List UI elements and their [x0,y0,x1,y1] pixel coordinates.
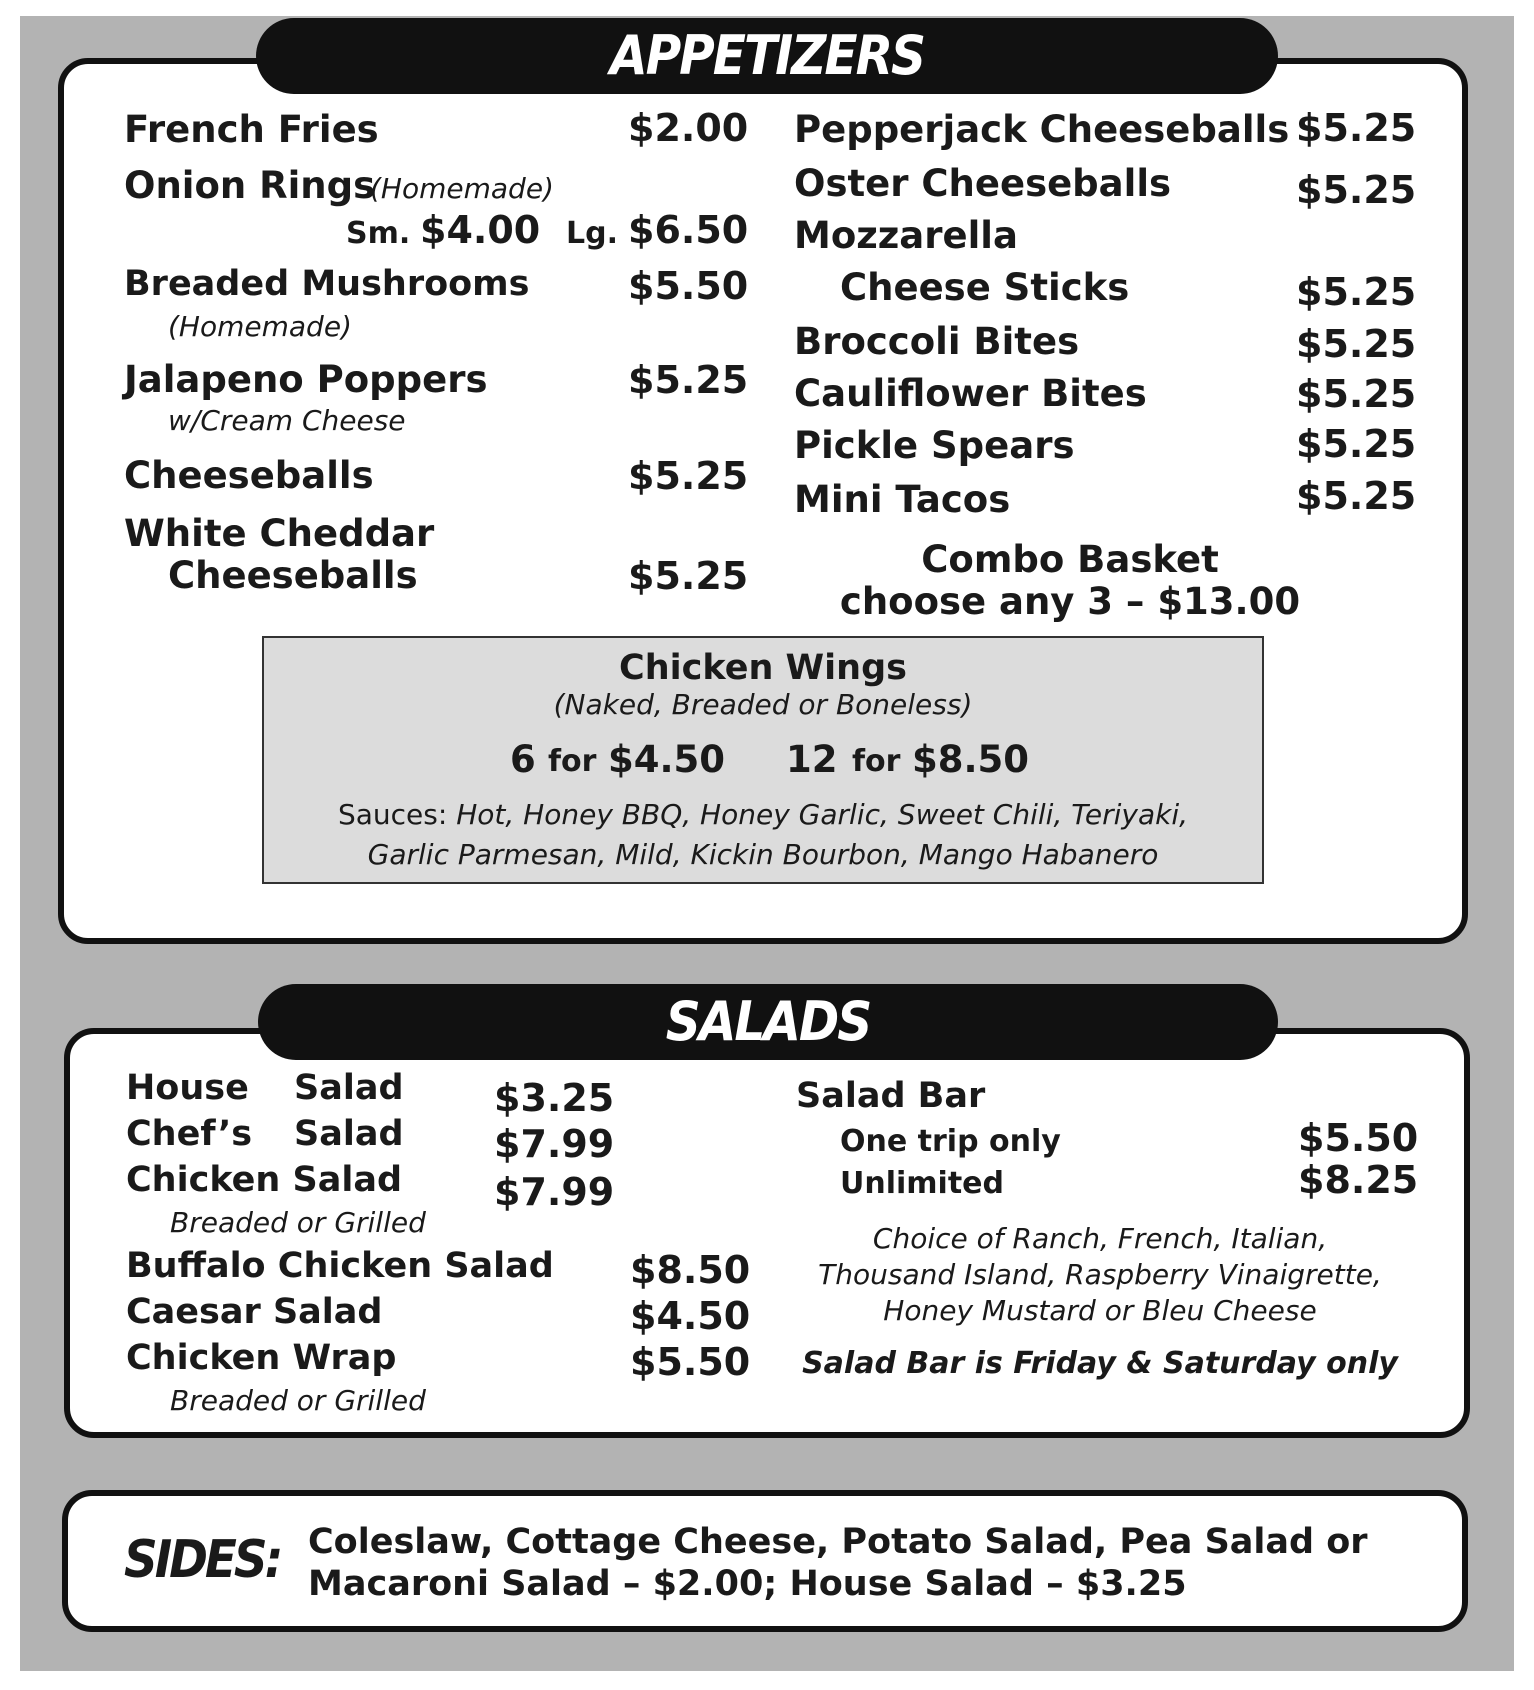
appetizers-title: APPETIZERS [609,24,925,87]
wings-six-price: $4.50 [608,738,726,781]
chicken-wrap-note: Breaded or Grilled [170,1384,426,1417]
house-salad-name-b: Salad [294,1068,404,1108]
salad-bar-dressing-3: Honey Mustard or Bleu Cheese [883,1294,1317,1327]
salad-bar-dressing-1: Choice of Ranch, French, Italian, [872,1222,1328,1255]
salads-banner [258,984,1278,1060]
salad-bar-unlimited: Unlimited [840,1166,1004,1201]
mozzarella-name-1: Mozzarella [794,214,1018,257]
chefs-salad-name-a: Chef’s [126,1114,253,1154]
wings-six-for: for [548,744,597,779]
salads-title: SALADS [665,990,871,1053]
combo-basket-title: Combo Basket [921,538,1219,581]
mozzarella-price: $5.25 [1296,270,1417,314]
salad-bar-dressing-2: Thousand Island, Raspberry Vinaigrette, [818,1258,1382,1291]
sides-line2: Macaroni Salad – $2.00; House Salad – $3.25 [308,1564,1187,1604]
chefs-salad-name-b: Salad [294,1114,404,1154]
wings-sauces-line2: Garlic Parmesan, Mild, Kickin Bourbon, Mango Habanero [367,838,1159,871]
pepperjack-price: $5.25 [1296,106,1417,150]
french-fries-price: $2.00 [628,106,749,150]
cheeseballs-price: $5.25 [628,454,749,498]
broccoli-price: $5.25 [1296,322,1417,366]
caesar-salad-price: $4.50 [630,1294,751,1338]
combo-basket-detail: choose any 3 – $13.00 [839,580,1301,623]
wings-six-qty: 6 [510,738,536,781]
pepperjack-name: Pepperjack Cheeseballs [794,108,1290,151]
chicken-salad-price: $7.99 [494,1170,615,1214]
jalapeno-note: w/Cream Cheese [168,404,406,437]
house-salad-name-a: House [126,1068,249,1108]
mozzarella-name-2: Cheese Sticks [840,266,1130,309]
french-fries-name: French Fries [124,108,379,151]
wings-twelve-for: for [852,744,901,779]
jalapeno-price: $5.25 [628,358,749,402]
onion-rings-lg-price: $6.50 [628,208,749,252]
wings-twelve-price: $8.50 [912,738,1030,781]
onion-rings-sm-price: $4.00 [420,208,541,252]
buffalo-salad-name: Buffalo Chicken Salad [126,1246,554,1286]
salad-bar-title: Salad Bar [796,1076,986,1116]
chicken-wrap-name: Chicken Wrap [126,1338,397,1378]
pickle-price: $5.25 [1296,422,1417,466]
cauliflower-name: Cauliflower Bites [794,372,1147,415]
sides-line1: Coleslaw, Cottage Cheese, Potato Salad, Pea Salad or [308,1522,1368,1562]
onion-rings-sm-label: Sm. [346,216,411,251]
mushrooms-name: Breaded Mushrooms [124,264,530,304]
broccoli-name: Broccoli Bites [794,320,1080,363]
wings-sauces-label: Sauces: [337,798,448,831]
salad-bar-one-trip: One trip only [840,1124,1061,1159]
oster-name: Oster Cheeseballs [794,162,1172,205]
wings-subtitle: (Naked, Breaded or Boneless) [553,688,973,721]
mushrooms-price: $5.50 [628,264,749,308]
jalapeno-name: Jalapeno Poppers [124,358,488,401]
appetizers-banner [256,18,1278,94]
chefs-salad-price: $7.99 [494,1122,615,1166]
sides-label: SIDES: [124,1530,281,1590]
cauliflower-price: $5.25 [1296,372,1417,416]
mini-tacos-price: $5.25 [1296,474,1417,518]
wings-sauces-line1-wrap [264,798,1262,831]
salad-bar-availability: Salad Bar is Friday & Saturday only [802,1346,1398,1381]
salad-bar-unlimited-price: $8.25 [1298,1158,1419,1202]
wings-title: Chicken Wings [619,648,907,688]
buffalo-salad-price: $8.50 [630,1248,751,1292]
oster-price: $5.25 [1296,168,1417,212]
chicken-wings-box [262,636,1264,884]
wings-sauces-line1: Hot, Honey BBQ, Honey Garlic, Sweet Chili, Teriyaki, [456,798,1189,831]
white-cheddar-name-1: White Cheddar [124,512,435,555]
mushrooms-note: (Homemade) [168,310,352,343]
white-cheddar-price: $5.25 [628,554,749,598]
onion-rings-lg-label: Lg. [566,216,618,251]
cheeseballs-name: Cheeseballs [124,454,374,497]
house-salad-price: $3.25 [494,1076,615,1120]
wings-twelve-qty: 12 [786,738,838,781]
mini-tacos-name: Mini Tacos [794,478,1011,521]
white-cheddar-name-2: Cheeseballs [168,554,418,597]
caesar-salad-name: Caesar Salad [126,1292,383,1332]
chicken-salad-name: Chicken Salad [126,1160,403,1200]
pickle-name: Pickle Spears [794,424,1075,467]
chicken-salad-note: Breaded or Grilled [170,1206,426,1239]
salad-bar-one-trip-price: $5.50 [1298,1116,1419,1160]
onion-rings-name: Onion Rings [124,164,376,207]
onion-rings-note: (Homemade) [370,172,554,205]
chicken-wrap-price: $5.50 [630,1340,751,1384]
